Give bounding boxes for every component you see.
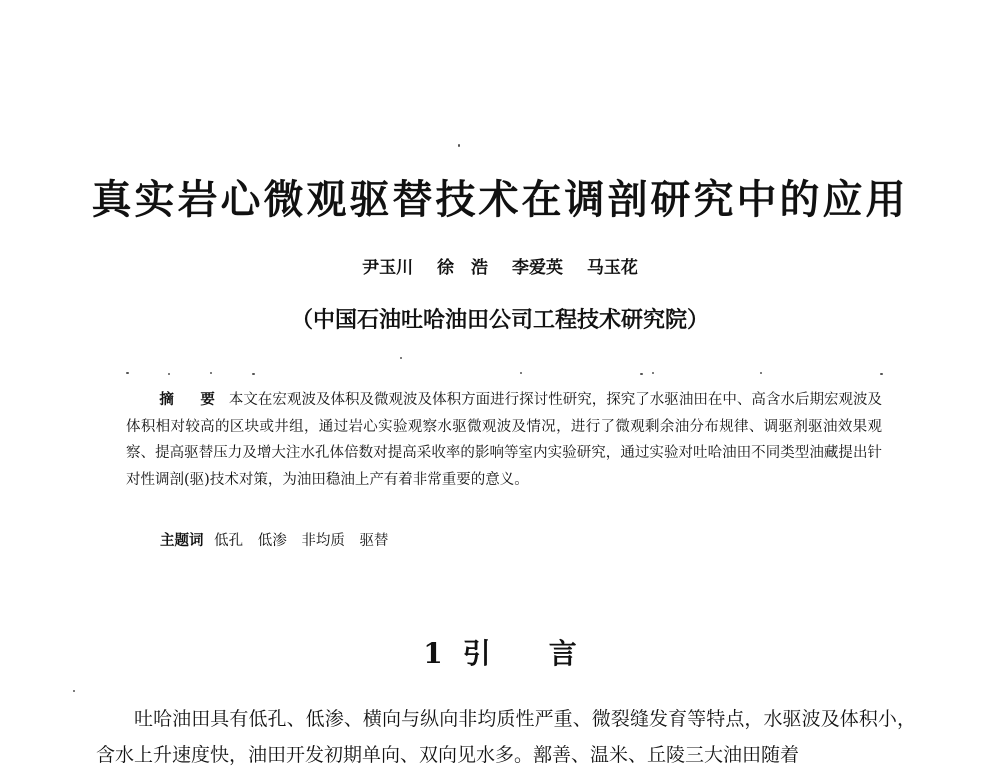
author-affiliation: （中国石油吐哈油田公司工程技术研究院） (290, 307, 709, 333)
abstract-text: 本文在宏观波及体积及微观波及体积方面进行探讨性研究，探究了水驱油田在中、高含水后期宏观波及体积相对较高的区块或井组，通过岩心实验观察水驱微观波及情况，进行了微观剩余油分布规律、调驱剂驱油效果观察、提高驱替压力及增大注水孔体倍数对提高采收率的影响等室内实验研究，通过实验对吐哈油田不同类型油藏提出针对性调剖(驱)技术对策，为油田稳油上产有着非常重要的意义。 (126, 392, 883, 488)
keywords-label: 主题词 (160, 532, 204, 549)
scan-speck (400, 357, 402, 359)
scan-speck (126, 372, 129, 374)
scan-speck (640, 373, 643, 375)
keyword: 低渗 (257, 533, 287, 549)
scan-speck (760, 372, 762, 374)
keywords (160, 528, 880, 554)
keyword: 低孔 (214, 533, 244, 549)
scan-speck (520, 372, 522, 374)
scan-speck (458, 144, 460, 147)
abstract-label: 摘 要 (159, 391, 221, 408)
scan-speck (210, 372, 212, 374)
scan-speck (652, 372, 654, 374)
section-number: 1 (423, 637, 443, 670)
paper-title: 真实岩心微观驱替技术在调剖研究中的应用 (91, 176, 909, 223)
author-name: 尹玉川 (362, 258, 414, 278)
scan-speck (73, 690, 75, 692)
author-list (0, 256, 1000, 280)
scan-speck (880, 373, 883, 375)
scan-speck (252, 373, 255, 375)
keyword: 驱替 (359, 533, 389, 549)
scan-speck (168, 373, 170, 375)
section-heading (0, 634, 1000, 674)
abstract (126, 387, 882, 493)
keyword: 非均质 (301, 533, 345, 549)
body-paragraph: 吐哈油田具有低孔、低渗、横向与纵向非均质性严重、微裂缝发育等特点，水驱波及体积小，含水上升速度快，油田开发初期单向、双向见水多。鄯善、温米、丘陵三大油田随着 (96, 708, 916, 766)
section-title-part: 言 (548, 637, 577, 670)
author-name: 李爱英 (511, 258, 563, 278)
author-name: 徐 浩 (437, 258, 489, 278)
section-title-part: 引 (462, 637, 491, 670)
author-name: 马玉花 (586, 258, 638, 278)
